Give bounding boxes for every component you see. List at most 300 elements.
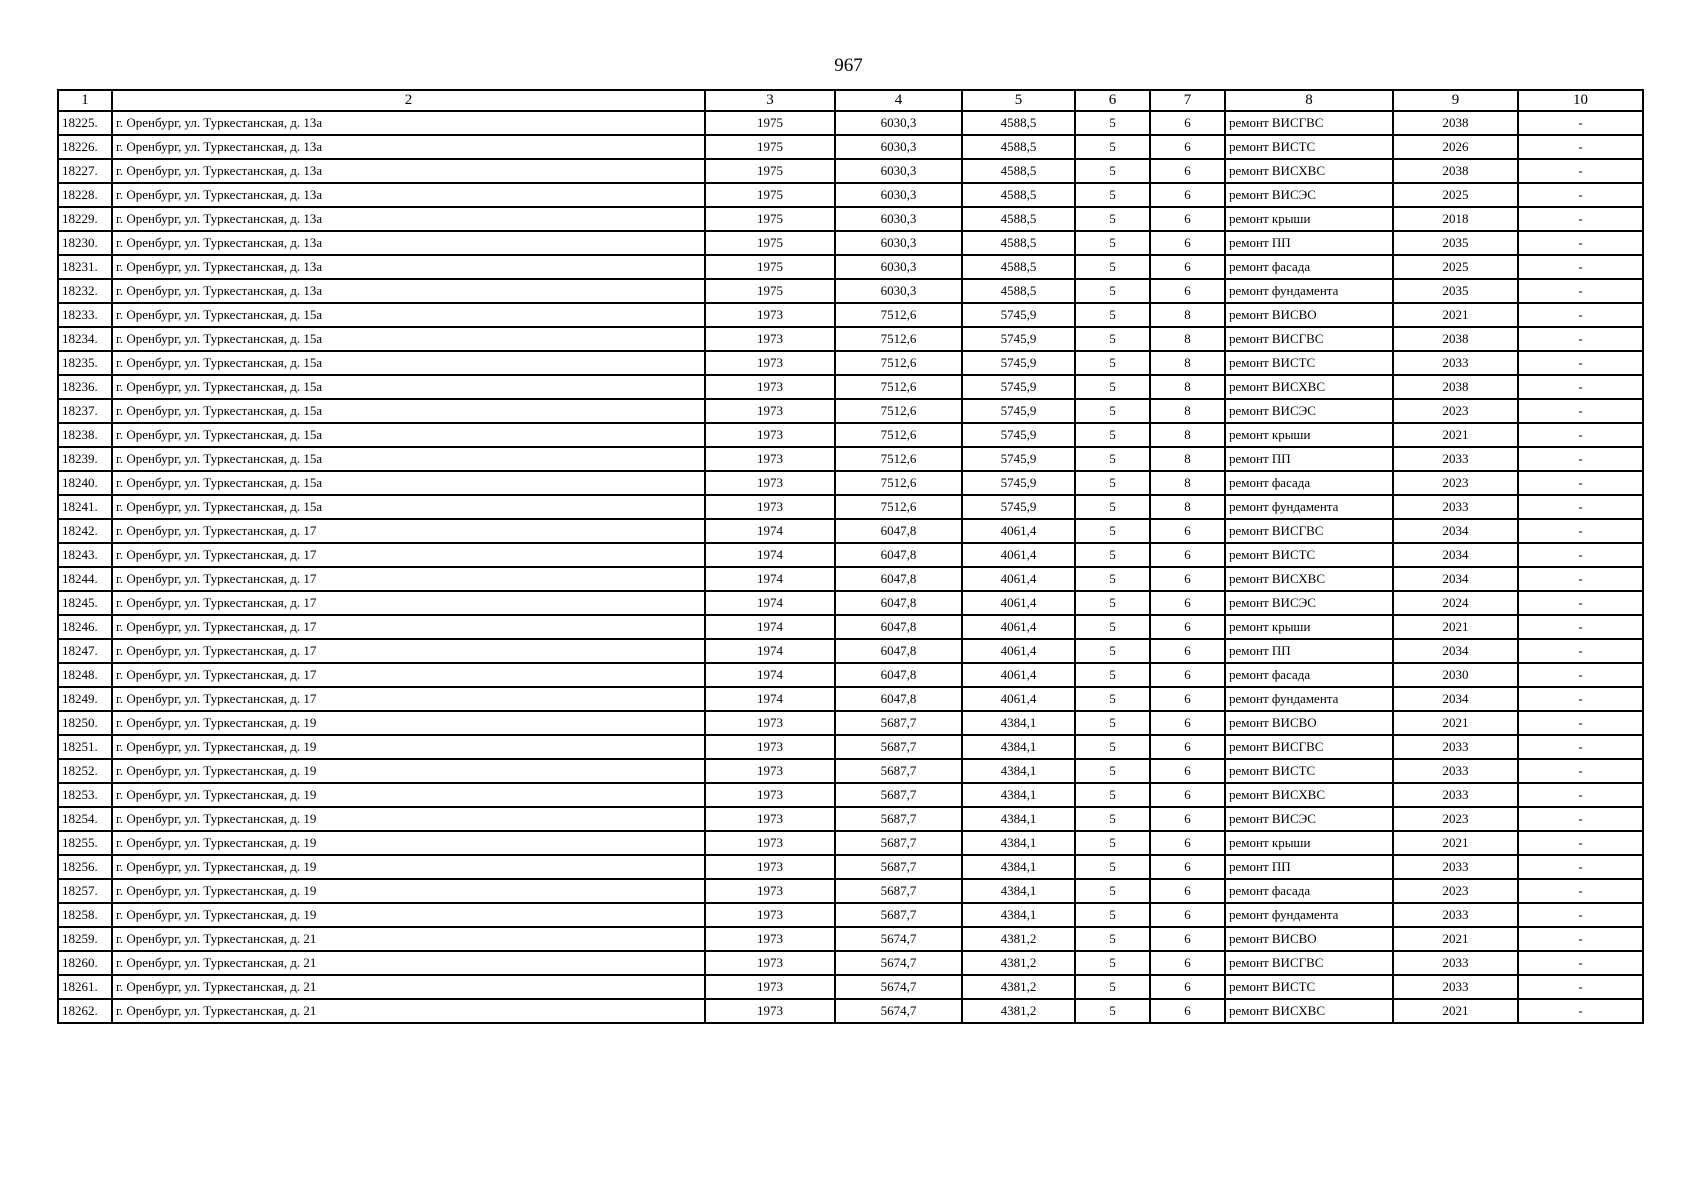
note-cell: - xyxy=(1518,999,1643,1023)
living-area-cell: 4384,1 xyxy=(962,903,1075,927)
address-cell: г. Оренбург, ул. Туркестанская, д. 15а xyxy=(112,327,705,351)
entrances-cell: 6 xyxy=(1150,543,1225,567)
floors-cell: 5 xyxy=(1075,303,1150,327)
address-cell: г. Оренбург, ул. Туркестанская, д. 13а xyxy=(112,255,705,279)
table-row xyxy=(58,999,1643,1023)
total-area-cell: 6030,3 xyxy=(835,279,962,303)
note-cell: - xyxy=(1518,663,1643,687)
note-cell: - xyxy=(1518,615,1643,639)
total-area-cell: 6047,8 xyxy=(835,591,962,615)
build-year-cell: 1974 xyxy=(705,663,835,687)
total-area-cell: 6030,3 xyxy=(835,135,962,159)
work-type-cell: ремонт ВИСТС xyxy=(1225,543,1393,567)
floors-cell: 5 xyxy=(1075,279,1150,303)
floors-cell: 5 xyxy=(1075,735,1150,759)
total-area-cell: 6047,8 xyxy=(835,663,962,687)
living-area-cell: 4061,4 xyxy=(962,543,1075,567)
table-row xyxy=(58,399,1643,423)
note-cell: - xyxy=(1518,519,1643,543)
total-area-cell: 7512,6 xyxy=(835,303,962,327)
row-number: 18252. xyxy=(58,759,112,783)
address-cell: г. Оренбург, ул. Туркестанская, д. 13а xyxy=(112,159,705,183)
entrances-cell: 6 xyxy=(1150,807,1225,831)
living-area-cell: 4588,5 xyxy=(962,111,1075,135)
address-cell: г. Оренбург, ул. Туркестанская, д. 13а xyxy=(112,135,705,159)
column-header: 4 xyxy=(835,90,962,111)
plan-year-cell: 2038 xyxy=(1393,327,1518,351)
plan-year-cell: 2026 xyxy=(1393,135,1518,159)
note-cell: - xyxy=(1518,303,1643,327)
build-year-cell: 1973 xyxy=(705,303,835,327)
column-header: 9 xyxy=(1393,90,1518,111)
note-cell: - xyxy=(1518,231,1643,255)
total-area-cell: 6030,3 xyxy=(835,255,962,279)
living-area-cell: 4384,1 xyxy=(962,879,1075,903)
total-area-cell: 5687,7 xyxy=(835,807,962,831)
work-type-cell: ремонт фасада xyxy=(1225,879,1393,903)
build-year-cell: 1973 xyxy=(705,351,835,375)
plan-year-cell: 2023 xyxy=(1393,471,1518,495)
note-cell: - xyxy=(1518,975,1643,999)
floors-cell: 5 xyxy=(1075,159,1150,183)
work-type-cell: ремонт ВИСГВС xyxy=(1225,327,1393,351)
table-row xyxy=(58,135,1643,159)
note-cell: - xyxy=(1518,639,1643,663)
column-header: 5 xyxy=(962,90,1075,111)
plan-year-cell: 2021 xyxy=(1393,423,1518,447)
total-area-cell: 5674,7 xyxy=(835,999,962,1023)
build-year-cell: 1973 xyxy=(705,423,835,447)
plan-year-cell: 2034 xyxy=(1393,687,1518,711)
plan-year-cell: 2021 xyxy=(1393,303,1518,327)
build-year-cell: 1974 xyxy=(705,639,835,663)
row-number: 18243. xyxy=(58,543,112,567)
plan-year-cell: 2034 xyxy=(1393,639,1518,663)
address-cell: г. Оренбург, ул. Туркестанская, д. 15а xyxy=(112,495,705,519)
note-cell: - xyxy=(1518,591,1643,615)
address-cell: г. Оренбург, ул. Туркестанская, д. 13а xyxy=(112,111,705,135)
work-type-cell: ремонт ВИСХВС xyxy=(1225,375,1393,399)
table-row xyxy=(58,519,1643,543)
table-row xyxy=(58,567,1643,591)
floors-cell: 5 xyxy=(1075,927,1150,951)
table-row xyxy=(58,783,1643,807)
entrances-cell: 6 xyxy=(1150,183,1225,207)
entrances-cell: 6 xyxy=(1150,831,1225,855)
floors-cell: 5 xyxy=(1075,567,1150,591)
plan-year-cell: 2035 xyxy=(1393,231,1518,255)
entrances-cell: 6 xyxy=(1150,711,1225,735)
build-year-cell: 1975 xyxy=(705,279,835,303)
floors-cell: 5 xyxy=(1075,903,1150,927)
table-row xyxy=(58,951,1643,975)
plan-year-cell: 2023 xyxy=(1393,807,1518,831)
entrances-cell: 6 xyxy=(1150,855,1225,879)
table-row xyxy=(58,327,1643,351)
row-number: 18228. xyxy=(58,183,112,207)
table-row xyxy=(58,183,1643,207)
work-type-cell: ремонт ВИСХВС xyxy=(1225,159,1393,183)
row-number: 18258. xyxy=(58,903,112,927)
entrances-cell: 8 xyxy=(1150,471,1225,495)
row-number: 18229. xyxy=(58,207,112,231)
row-number: 18234. xyxy=(58,327,112,351)
table-row xyxy=(58,423,1643,447)
living-area-cell: 4061,4 xyxy=(962,615,1075,639)
build-year-cell: 1973 xyxy=(705,927,835,951)
page-number: 967 xyxy=(834,55,863,76)
address-cell: г. Оренбург, ул. Туркестанская, д. 15а xyxy=(112,471,705,495)
living-area-cell: 4384,1 xyxy=(962,711,1075,735)
work-type-cell: ремонт ВИСГВС xyxy=(1225,111,1393,135)
address-cell: г. Оренбург, ул. Туркестанская, д. 15а xyxy=(112,423,705,447)
address-cell: г. Оренбург, ул. Туркестанская, д. 13а xyxy=(112,207,705,231)
floors-cell: 5 xyxy=(1075,135,1150,159)
floors-cell: 5 xyxy=(1075,807,1150,831)
work-type-cell: ремонт ВИСЭС xyxy=(1225,183,1393,207)
floors-cell: 5 xyxy=(1075,855,1150,879)
plan-year-cell: 2033 xyxy=(1393,975,1518,999)
work-type-cell: ремонт фундамента xyxy=(1225,279,1393,303)
total-area-cell: 5674,7 xyxy=(835,951,962,975)
table-row xyxy=(58,615,1643,639)
work-type-cell: ремонт фасада xyxy=(1225,471,1393,495)
address-cell: г. Оренбург, ул. Туркестанская, д. 21 xyxy=(112,927,705,951)
living-area-cell: 4588,5 xyxy=(962,255,1075,279)
total-area-cell: 6047,8 xyxy=(835,543,962,567)
total-area-cell: 7512,6 xyxy=(835,351,962,375)
build-year-cell: 1975 xyxy=(705,231,835,255)
note-cell: - xyxy=(1518,495,1643,519)
row-number: 18245. xyxy=(58,591,112,615)
living-area-cell: 4061,4 xyxy=(962,519,1075,543)
work-type-cell: ремонт фундамента xyxy=(1225,903,1393,927)
note-cell: - xyxy=(1518,111,1643,135)
address-cell: г. Оренбург, ул. Туркестанская, д. 15а xyxy=(112,303,705,327)
entrances-cell: 6 xyxy=(1150,951,1225,975)
address-cell: г. Оренбург, ул. Туркестанская, д. 15а xyxy=(112,447,705,471)
plan-year-cell: 2034 xyxy=(1393,543,1518,567)
work-type-cell: ремонт фасада xyxy=(1225,663,1393,687)
build-year-cell: 1973 xyxy=(705,711,835,735)
address-cell: г. Оренбург, ул. Туркестанская, д. 17 xyxy=(112,615,705,639)
table-row xyxy=(58,687,1643,711)
address-cell: г. Оренбург, ул. Туркестанская, д. 17 xyxy=(112,639,705,663)
work-type-cell: ремонт ВИСХВС xyxy=(1225,999,1393,1023)
entrances-cell: 6 xyxy=(1150,255,1225,279)
table-row xyxy=(58,543,1643,567)
living-area-cell: 4384,1 xyxy=(962,783,1075,807)
note-cell: - xyxy=(1518,807,1643,831)
row-number: 18242. xyxy=(58,519,112,543)
plan-year-cell: 2033 xyxy=(1393,495,1518,519)
living-area-cell: 4384,1 xyxy=(962,831,1075,855)
note-cell: - xyxy=(1518,711,1643,735)
row-number: 18235. xyxy=(58,351,112,375)
address-cell: г. Оренбург, ул. Туркестанская, д. 19 xyxy=(112,903,705,927)
entrances-cell: 6 xyxy=(1150,111,1225,135)
address-cell: г. Оренбург, ул. Туркестанская, д. 15а xyxy=(112,375,705,399)
living-area-cell: 4384,1 xyxy=(962,855,1075,879)
plan-year-cell: 2033 xyxy=(1393,951,1518,975)
note-cell: - xyxy=(1518,471,1643,495)
address-cell: г. Оренбург, ул. Туркестанская, д. 15а xyxy=(112,351,705,375)
floors-cell: 5 xyxy=(1075,495,1150,519)
living-area-cell: 4061,4 xyxy=(962,687,1075,711)
table-row xyxy=(58,255,1643,279)
plan-year-cell: 2038 xyxy=(1393,375,1518,399)
living-area-cell: 4588,5 xyxy=(962,183,1075,207)
living-area-cell: 4588,5 xyxy=(962,231,1075,255)
table-row xyxy=(58,975,1643,999)
note-cell: - xyxy=(1518,279,1643,303)
table-row xyxy=(58,831,1643,855)
entrances-cell: 6 xyxy=(1150,591,1225,615)
address-cell: г. Оренбург, ул. Туркестанская, д. 17 xyxy=(112,543,705,567)
column-header: 7 xyxy=(1150,90,1225,111)
floors-cell: 5 xyxy=(1075,687,1150,711)
work-type-cell: ремонт ВИСВО xyxy=(1225,711,1393,735)
floors-cell: 5 xyxy=(1075,207,1150,231)
floors-cell: 5 xyxy=(1075,447,1150,471)
table-row xyxy=(58,447,1643,471)
work-type-cell: ремонт ВИСТС xyxy=(1225,351,1393,375)
floors-cell: 5 xyxy=(1075,111,1150,135)
entrances-cell: 6 xyxy=(1150,903,1225,927)
living-area-cell: 5745,9 xyxy=(962,423,1075,447)
living-area-cell: 4381,2 xyxy=(962,951,1075,975)
row-number: 18246. xyxy=(58,615,112,639)
work-type-cell: ремонт фундамента xyxy=(1225,687,1393,711)
build-year-cell: 1974 xyxy=(705,519,835,543)
note-cell: - xyxy=(1518,543,1643,567)
repair-schedule-table xyxy=(57,89,1644,1024)
address-cell: г. Оренбург, ул. Туркестанская, д. 21 xyxy=(112,999,705,1023)
living-area-cell: 5745,9 xyxy=(962,303,1075,327)
living-area-cell: 5745,9 xyxy=(962,375,1075,399)
build-year-cell: 1973 xyxy=(705,999,835,1023)
column-header: 8 xyxy=(1225,90,1393,111)
entrances-cell: 6 xyxy=(1150,687,1225,711)
total-area-cell: 7512,6 xyxy=(835,423,962,447)
total-area-cell: 5687,7 xyxy=(835,735,962,759)
floors-cell: 5 xyxy=(1075,663,1150,687)
entrances-cell: 6 xyxy=(1150,279,1225,303)
entrances-cell: 6 xyxy=(1150,135,1225,159)
plan-year-cell: 2033 xyxy=(1393,351,1518,375)
work-type-cell: ремонт ПП xyxy=(1225,231,1393,255)
address-cell: г. Оренбург, ул. Туркестанская, д. 19 xyxy=(112,711,705,735)
plan-year-cell: 2030 xyxy=(1393,663,1518,687)
entrances-cell: 6 xyxy=(1150,975,1225,999)
build-year-cell: 1973 xyxy=(705,903,835,927)
living-area-cell: 5745,9 xyxy=(962,447,1075,471)
work-type-cell: ремонт ВИСХВС xyxy=(1225,567,1393,591)
note-cell: - xyxy=(1518,951,1643,975)
row-number: 18254. xyxy=(58,807,112,831)
living-area-cell: 4061,4 xyxy=(962,639,1075,663)
address-cell: г. Оренбург, ул. Туркестанская, д. 19 xyxy=(112,855,705,879)
row-number: 18251. xyxy=(58,735,112,759)
build-year-cell: 1973 xyxy=(705,399,835,423)
row-number: 18241. xyxy=(58,495,112,519)
floors-cell: 5 xyxy=(1075,711,1150,735)
note-cell: - xyxy=(1518,423,1643,447)
plan-year-cell: 2021 xyxy=(1393,831,1518,855)
living-area-cell: 5745,9 xyxy=(962,351,1075,375)
living-area-cell: 4588,5 xyxy=(962,159,1075,183)
total-area-cell: 7512,6 xyxy=(835,399,962,423)
table-body xyxy=(58,111,1643,1023)
row-number: 18259. xyxy=(58,927,112,951)
plan-year-cell: 2038 xyxy=(1393,111,1518,135)
address-cell: г. Оренбург, ул. Туркестанская, д. 17 xyxy=(112,663,705,687)
build-year-cell: 1973 xyxy=(705,759,835,783)
living-area-cell: 5745,9 xyxy=(962,399,1075,423)
build-year-cell: 1975 xyxy=(705,255,835,279)
address-cell: г. Оренбург, ул. Туркестанская, д. 15а xyxy=(112,399,705,423)
entrances-cell: 6 xyxy=(1150,639,1225,663)
work-type-cell: ремонт ВИСЭС xyxy=(1225,591,1393,615)
floors-cell: 5 xyxy=(1075,615,1150,639)
note-cell: - xyxy=(1518,687,1643,711)
row-number: 18248. xyxy=(58,663,112,687)
total-area-cell: 7512,6 xyxy=(835,447,962,471)
table-row xyxy=(58,279,1643,303)
build-year-cell: 1973 xyxy=(705,783,835,807)
work-type-cell: ремонт ВИСГВС xyxy=(1225,735,1393,759)
row-number: 18262. xyxy=(58,999,112,1023)
plan-year-cell: 2018 xyxy=(1393,207,1518,231)
build-year-cell: 1973 xyxy=(705,951,835,975)
note-cell: - xyxy=(1518,831,1643,855)
total-area-cell: 6047,8 xyxy=(835,687,962,711)
floors-cell: 5 xyxy=(1075,255,1150,279)
column-header: 1 xyxy=(58,90,112,111)
living-area-cell: 4061,4 xyxy=(962,663,1075,687)
work-type-cell: ремонт ВИСЭС xyxy=(1225,807,1393,831)
work-type-cell: ремонт ВИСВО xyxy=(1225,303,1393,327)
total-area-cell: 7512,6 xyxy=(835,471,962,495)
row-number: 18238. xyxy=(58,423,112,447)
note-cell: - xyxy=(1518,447,1643,471)
work-type-cell: ремонт ВИСГВС xyxy=(1225,519,1393,543)
build-year-cell: 1975 xyxy=(705,159,835,183)
address-cell: г. Оренбург, ул. Туркестанская, д. 19 xyxy=(112,879,705,903)
address-cell: г. Оренбург, ул. Туркестанская, д. 19 xyxy=(112,735,705,759)
row-number: 18236. xyxy=(58,375,112,399)
floors-cell: 5 xyxy=(1075,543,1150,567)
floors-cell: 5 xyxy=(1075,327,1150,351)
build-year-cell: 1975 xyxy=(705,135,835,159)
plan-year-cell: 2038 xyxy=(1393,159,1518,183)
table-row xyxy=(58,591,1643,615)
address-cell: г. Оренбург, ул. Туркестанская, д. 17 xyxy=(112,687,705,711)
table-row xyxy=(58,735,1643,759)
table-row xyxy=(58,351,1643,375)
build-year-cell: 1973 xyxy=(705,327,835,351)
build-year-cell: 1973 xyxy=(705,735,835,759)
note-cell: - xyxy=(1518,735,1643,759)
total-area-cell: 5687,7 xyxy=(835,855,962,879)
plan-year-cell: 2034 xyxy=(1393,519,1518,543)
note-cell: - xyxy=(1518,351,1643,375)
plan-year-cell: 2033 xyxy=(1393,759,1518,783)
plan-year-cell: 2034 xyxy=(1393,567,1518,591)
build-year-cell: 1973 xyxy=(705,831,835,855)
address-cell: г. Оренбург, ул. Туркестанская, д. 13а xyxy=(112,183,705,207)
address-cell: г. Оренбург, ул. Туркестанская, д. 21 xyxy=(112,975,705,999)
row-number: 18227. xyxy=(58,159,112,183)
address-cell: г. Оренбург, ул. Туркестанская, д. 17 xyxy=(112,519,705,543)
note-cell: - xyxy=(1518,567,1643,591)
total-area-cell: 5687,7 xyxy=(835,831,962,855)
note-cell: - xyxy=(1518,927,1643,951)
address-cell: г. Оренбург, ул. Туркестанская, д. 19 xyxy=(112,807,705,831)
address-cell: г. Оренбург, ул. Туркестанская, д. 19 xyxy=(112,831,705,855)
entrances-cell: 6 xyxy=(1150,999,1225,1023)
plan-year-cell: 2033 xyxy=(1393,855,1518,879)
note-cell: - xyxy=(1518,207,1643,231)
work-type-cell: ремонт ПП xyxy=(1225,855,1393,879)
entrances-cell: 8 xyxy=(1150,375,1225,399)
plan-year-cell: 2033 xyxy=(1393,447,1518,471)
living-area-cell: 4588,5 xyxy=(962,207,1075,231)
build-year-cell: 1973 xyxy=(705,375,835,399)
work-type-cell: ремонт крыши xyxy=(1225,831,1393,855)
plan-year-cell: 2021 xyxy=(1393,999,1518,1023)
entrances-cell: 6 xyxy=(1150,783,1225,807)
note-cell: - xyxy=(1518,327,1643,351)
total-area-cell: 5674,7 xyxy=(835,975,962,999)
plan-year-cell: 2033 xyxy=(1393,783,1518,807)
entrances-cell: 6 xyxy=(1150,519,1225,543)
total-area-cell: 7512,6 xyxy=(835,375,962,399)
work-type-cell: ремонт фасада xyxy=(1225,255,1393,279)
living-area-cell: 4588,5 xyxy=(962,135,1075,159)
entrances-cell: 6 xyxy=(1150,159,1225,183)
build-year-cell: 1973 xyxy=(705,495,835,519)
entrances-cell: 6 xyxy=(1150,879,1225,903)
living-area-cell: 4384,1 xyxy=(962,759,1075,783)
build-year-cell: 1973 xyxy=(705,447,835,471)
floors-cell: 5 xyxy=(1075,639,1150,663)
living-area-cell: 5745,9 xyxy=(962,327,1075,351)
table-row xyxy=(58,111,1643,135)
build-year-cell: 1973 xyxy=(705,855,835,879)
living-area-cell: 5745,9 xyxy=(962,495,1075,519)
plan-year-cell: 2033 xyxy=(1393,735,1518,759)
work-type-cell: ремонт ВИСГВС xyxy=(1225,951,1393,975)
table-row xyxy=(58,231,1643,255)
entrances-cell: 8 xyxy=(1150,303,1225,327)
plan-year-cell: 2033 xyxy=(1393,903,1518,927)
work-type-cell: ремонт ВИСТС xyxy=(1225,759,1393,783)
entrances-cell: 8 xyxy=(1150,495,1225,519)
table-row xyxy=(58,711,1643,735)
total-area-cell: 6030,3 xyxy=(835,231,962,255)
floors-cell: 5 xyxy=(1075,231,1150,255)
row-number: 18240. xyxy=(58,471,112,495)
row-number: 18232. xyxy=(58,279,112,303)
row-number: 18225. xyxy=(58,111,112,135)
total-area-cell: 7512,6 xyxy=(835,495,962,519)
table-row xyxy=(58,927,1643,951)
floors-cell: 5 xyxy=(1075,351,1150,375)
entrances-cell: 8 xyxy=(1150,399,1225,423)
plan-year-cell: 2023 xyxy=(1393,879,1518,903)
table-row xyxy=(58,495,1643,519)
